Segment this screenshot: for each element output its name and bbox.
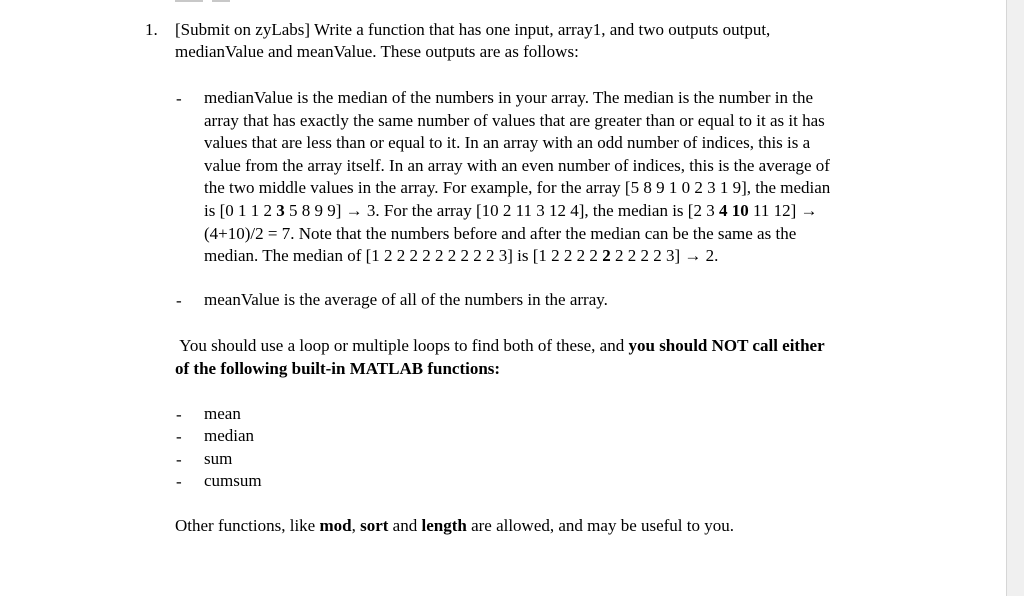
median-description (204, 87, 894, 268)
bullet-dash: - (176, 427, 182, 446)
question-number: 1. (145, 20, 158, 39)
forbidden-function-item: sum (204, 449, 233, 468)
median-line: value from the array itself. In an array with an even number of indices, this is the average of (204, 155, 830, 175)
bullet-dash: - (176, 405, 182, 424)
question-intro-line: [Submit on zyLabs] Write a function that has one input, array1, and two outputs output, (175, 20, 771, 39)
mean-line: meanValue is the average of all of the numbers in the array. (204, 290, 608, 309)
text-fragment: is [0 1 1 2 (204, 200, 277, 220)
top-rule-right (212, 0, 230, 2)
bold-fragment: of the following built-in MATLAB functions: (175, 358, 501, 378)
text-fragment: You should use a loop or multiple loops to find both of these, and (179, 336, 629, 355)
text-fragment: 2 2 2 2 3] → 2. (610, 246, 719, 266)
bullet-dash: - (176, 291, 182, 310)
median-line: medianValue is the median of the numbers in your array. The median is the number in the (204, 88, 813, 107)
bold-fragment: 4 10 (718, 200, 749, 220)
median-example-line (204, 200, 894, 223)
forbidden-function-item: cumsum (204, 471, 262, 490)
top-rule-left (175, 0, 203, 2)
bold-fragment: mod (319, 516, 352, 535)
question-intro (175, 19, 875, 63)
instruction-line (175, 335, 895, 358)
instruction-paragraph (175, 335, 895, 380)
forbidden-function-item: mean (204, 404, 241, 423)
bold-fragment: 3 (276, 200, 285, 220)
text-fragment: are allowed, and may be useful to you. (466, 516, 735, 535)
text-fragment: Other functions, like (175, 516, 320, 535)
text-fragment: and (388, 516, 422, 535)
text-fragment: 11 12] → (748, 200, 818, 220)
median-line: values that are less than or equal to it. In an array with an odd number of indices, this is a (204, 133, 811, 153)
bullet-dash: - (176, 89, 182, 108)
bold-fragment: 2 (602, 246, 611, 266)
question-intro-line: medianValue and meanValue. These outputs are as follows: (175, 42, 579, 61)
median-example-line (204, 245, 894, 268)
median-line: (4+10)/2 = 7. Note that the numbers before and after the median can be the same as the (204, 223, 797, 243)
forbidden-function-item: median (204, 426, 255, 445)
text-fragment: median. The median of [1 2 2 2 2 2 2 2 2 2 3] is [1 2 2 2 2 (204, 246, 603, 266)
text-fragment: 5 8 9 9] → 3. For the array [10 2 11 3 12 4], the median is [2 3 (284, 200, 719, 220)
bullet-dash: - (176, 472, 182, 491)
median-line: array that has exactly the same number of values that are greater than or equal to it as it has (204, 110, 825, 130)
instruction-line (175, 358, 895, 381)
bold-fragment: sort (360, 516, 389, 535)
median-line: the two middle values in the array. For example, for the array [5 8 9 1 0 2 3 1 9], the median (204, 178, 831, 198)
text-fragment: , (351, 516, 361, 535)
mean-description (204, 289, 894, 312)
scrollbar-track[interactable] (1006, 0, 1024, 596)
bullet-dash: - (176, 450, 182, 469)
bold-fragment: you should NOT call either (628, 336, 825, 355)
closing-paragraph (175, 515, 734, 537)
bold-fragment: length (421, 516, 467, 535)
